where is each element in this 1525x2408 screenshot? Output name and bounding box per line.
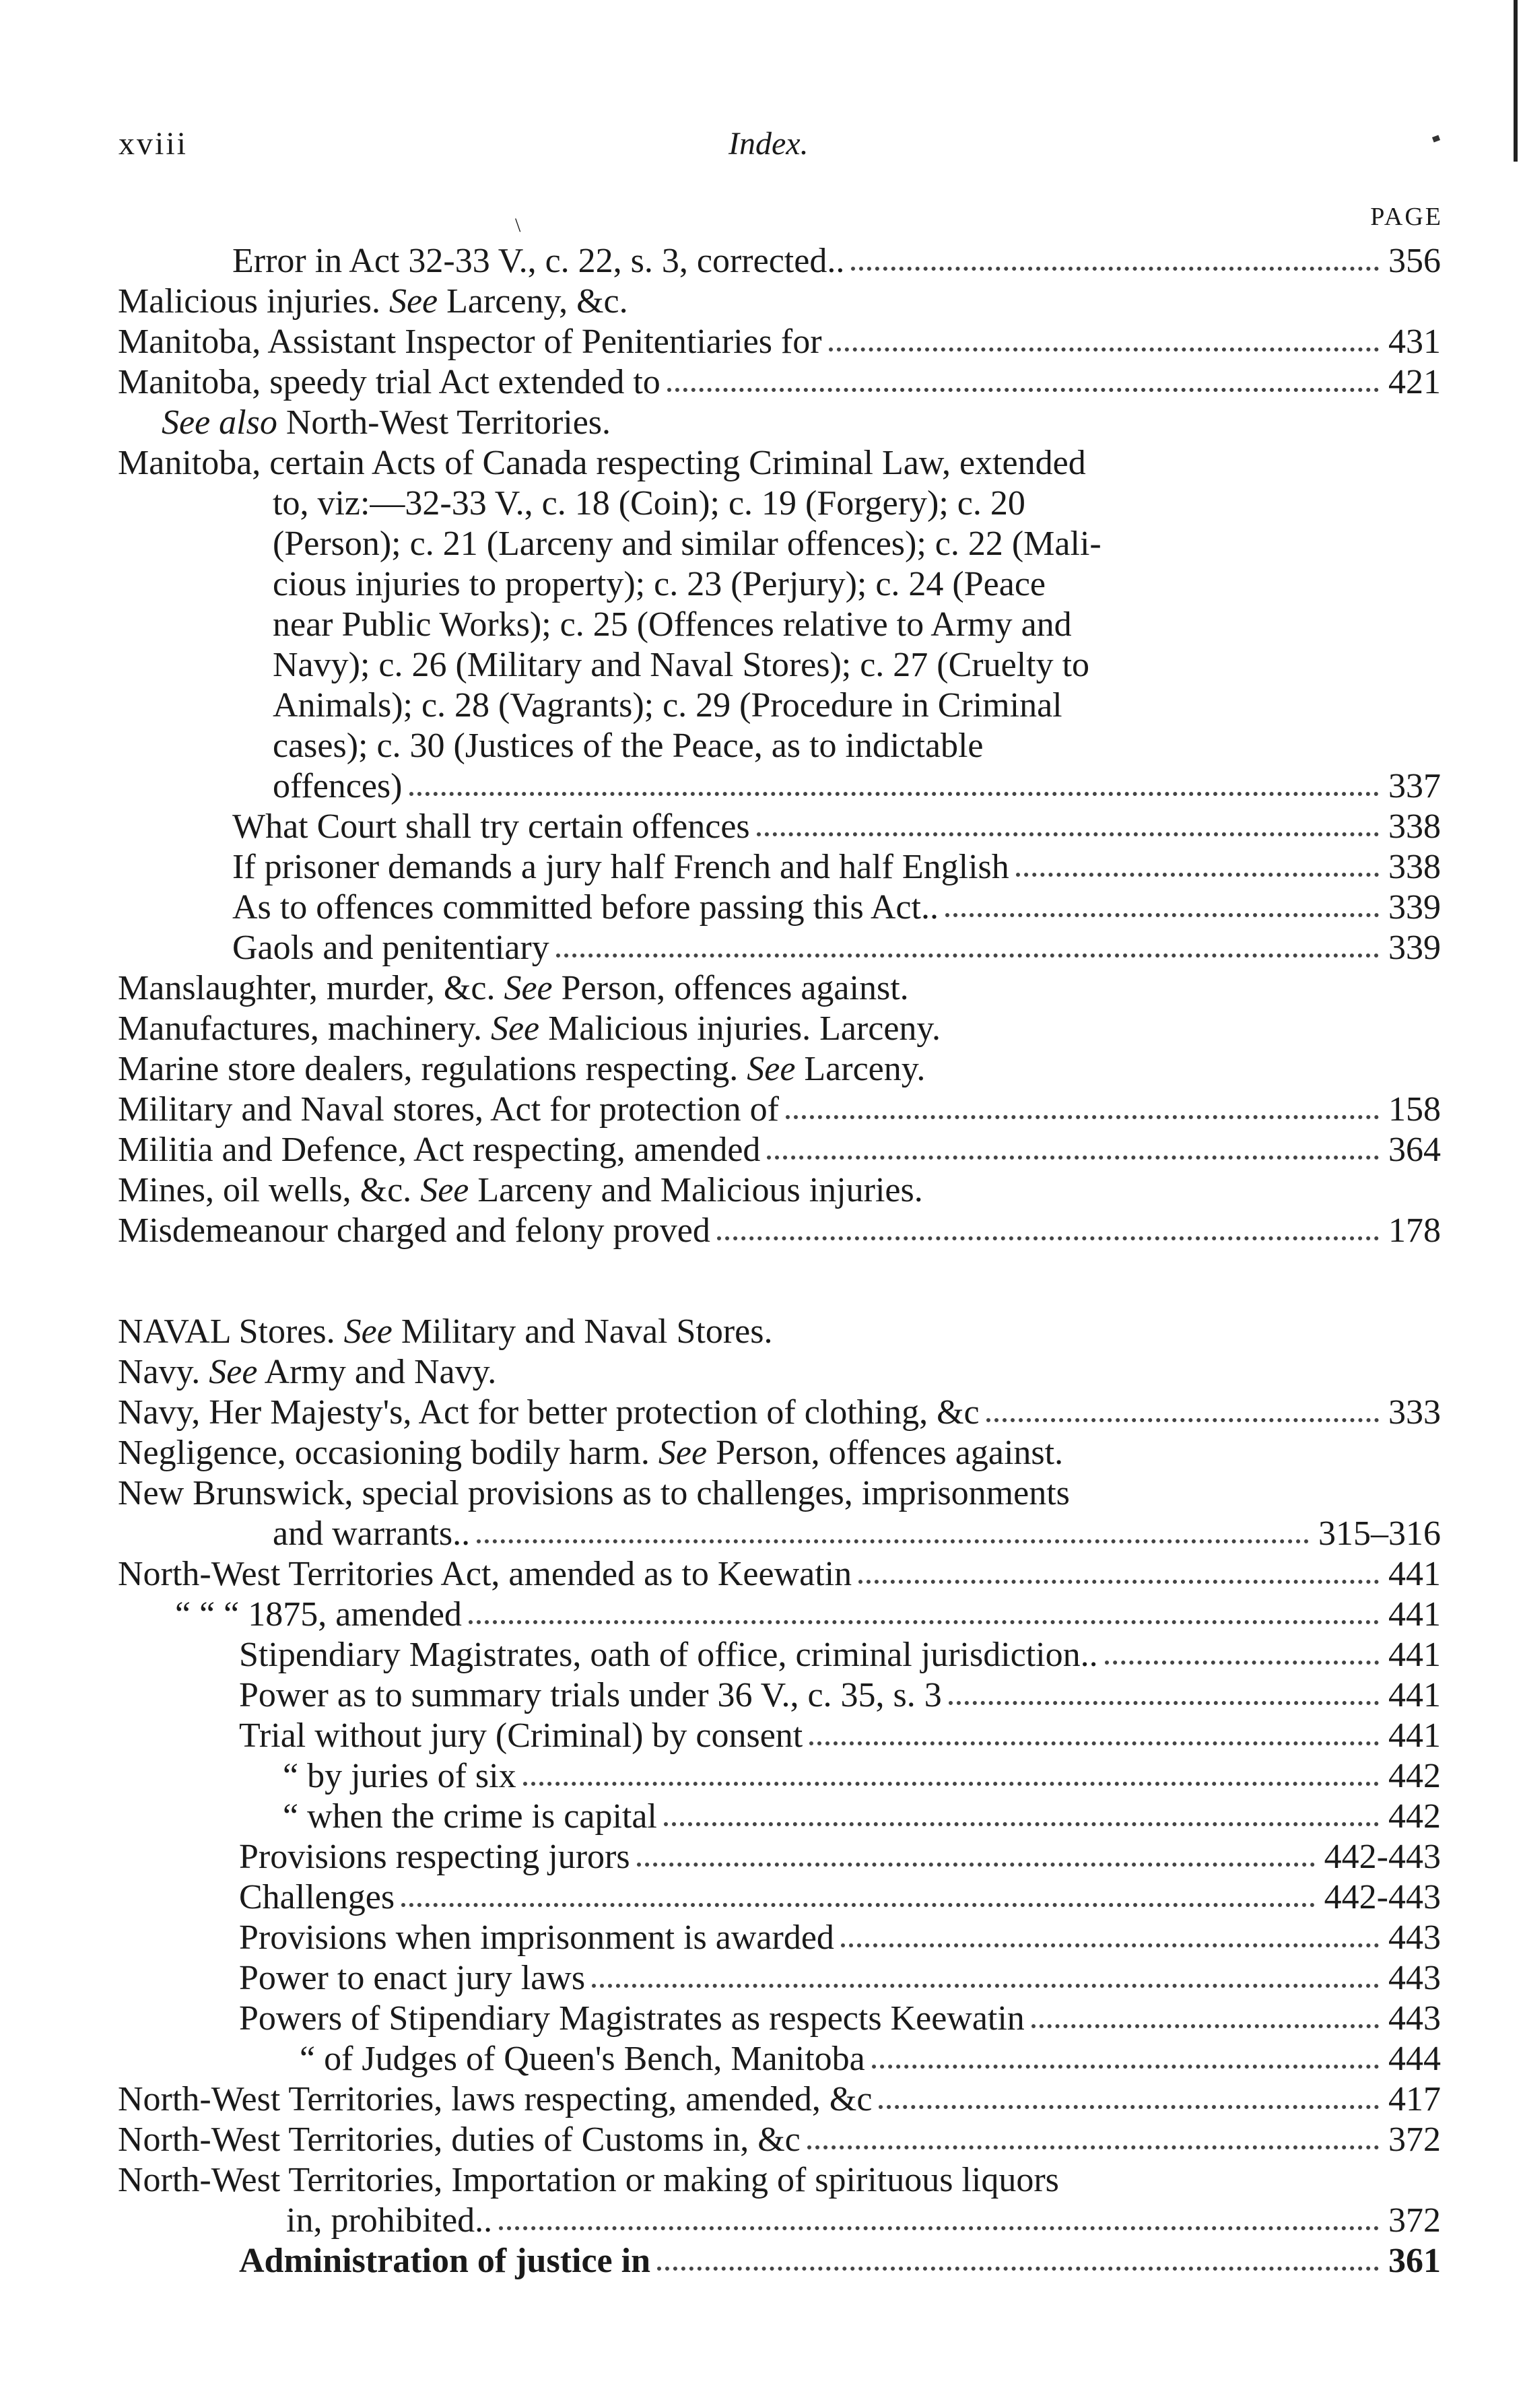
index-entry bbox=[0, 1211, 1525, 1251]
entry-heading: “ when the crime is capital bbox=[283, 1797, 657, 1836]
page-number: 315–316 bbox=[1318, 1514, 1441, 1553]
dot-leader bbox=[401, 1903, 1315, 1907]
page-number: 441 bbox=[1388, 1676, 1441, 1714]
entry-text bbox=[273, 645, 1089, 685]
entry-heading: Trial without jury (Criminal) by consent bbox=[239, 1716, 803, 1755]
dot-leader bbox=[1105, 1661, 1379, 1665]
index-entry bbox=[0, 1090, 1525, 1130]
reference-target: Larceny. bbox=[795, 1050, 926, 1088]
page-number: 337 bbox=[1388, 767, 1441, 805]
dot-leader bbox=[949, 1701, 1379, 1705]
page-number: 443 bbox=[1388, 1999, 1441, 2038]
entry-text bbox=[239, 1716, 803, 1756]
see-reference: See also bbox=[162, 403, 277, 442]
entry-text bbox=[118, 1473, 1070, 1514]
entry-text bbox=[118, 281, 628, 322]
dot-leader bbox=[767, 1156, 1379, 1160]
index-entry bbox=[0, 1958, 1525, 1999]
page-number: 441 bbox=[1388, 1595, 1441, 1634]
entry-heading: North-West Territories Act, amended as to Keewatin bbox=[118, 1555, 852, 1593]
entry-text bbox=[239, 1877, 395, 1918]
entry-heading: Challenges bbox=[239, 1878, 395, 1916]
dot-leader bbox=[477, 1539, 1309, 1543]
entry-text bbox=[118, 1352, 496, 1393]
reference-target: Malicious injuries. Larceny. bbox=[539, 1009, 941, 1048]
entry-heading: Navy); c. 26 (Military and Naval Stores); c. 27 (Cruelty to bbox=[273, 646, 1090, 684]
entry-text bbox=[239, 2241, 650, 2281]
entry-heading: offences) bbox=[273, 767, 403, 805]
page-number: 417 bbox=[1388, 2080, 1441, 2118]
index-entry bbox=[0, 1877, 1525, 1918]
entry-text bbox=[118, 1170, 923, 1211]
entry-text bbox=[239, 1999, 1025, 2039]
index-entry bbox=[0, 362, 1525, 403]
index-entry bbox=[0, 1797, 1525, 1837]
page-edge-rule bbox=[1514, 0, 1518, 162]
entry-heading: As to offences committed before passing this Act.. bbox=[232, 888, 939, 927]
page-number: 443 bbox=[1388, 1918, 1441, 1957]
entry-heading: Mines, oil wells, &c. bbox=[118, 1171, 412, 1209]
entry-text bbox=[232, 928, 549, 968]
index-entry bbox=[0, 1049, 1525, 1090]
stray-mark: \ bbox=[515, 214, 521, 236]
entry-heading: “ “ “ 1875, amended bbox=[175, 1595, 462, 1634]
entry-heading: Provisions respecting jurors bbox=[239, 1838, 630, 1876]
reference-target: Person, offences against. bbox=[552, 969, 909, 1007]
entry-text bbox=[118, 1393, 980, 1433]
entry-text bbox=[239, 1958, 585, 1999]
see-reference: See bbox=[490, 1009, 540, 1048]
entry-heading: Stipendiary Magistrates, oath of office, criminal jurisdiction.. bbox=[239, 1636, 1098, 1674]
reference-target: Larceny and Malicious injuries. bbox=[469, 1171, 923, 1209]
index-entry bbox=[0, 1675, 1525, 1716]
entry-heading: Manitoba, certain Acts of Canada respecting Criminal Law, extended bbox=[118, 444, 1086, 482]
dot-leader bbox=[667, 388, 1379, 392]
index-entry bbox=[0, 1635, 1525, 1675]
entry-text bbox=[118, 968, 909, 1009]
dot-leader bbox=[717, 1236, 1379, 1240]
entry-heading: Manufactures, machinery. bbox=[118, 1009, 482, 1048]
page-number: 442 bbox=[1388, 1797, 1441, 1836]
reference-target: Larceny, &c. bbox=[438, 282, 628, 321]
index-entry bbox=[0, 1999, 1525, 2039]
entry-heading: Malicious injuries. bbox=[118, 282, 380, 321]
index-entry bbox=[0, 2160, 1525, 2201]
entry-text bbox=[239, 1635, 1098, 1675]
entry-heading: Navy. bbox=[118, 1353, 201, 1391]
index-entry bbox=[0, 241, 1525, 281]
page-number: 356 bbox=[1388, 242, 1441, 280]
entry-text bbox=[118, 1211, 710, 1251]
index-entry bbox=[0, 847, 1525, 888]
entry-heading: (Person); c. 21 (Larceny and similar offences); c. 22 (Mali- bbox=[273, 525, 1102, 563]
see-reference: See bbox=[420, 1171, 469, 1209]
index-entry bbox=[0, 1170, 1525, 1211]
entry-heading: North-West Territories, laws respecting, amended, &c bbox=[118, 2080, 873, 2118]
index-entry bbox=[0, 968, 1525, 1009]
index-entry bbox=[0, 1352, 1525, 1393]
page-number: 441 bbox=[1388, 1636, 1441, 1674]
index-entry bbox=[0, 483, 1525, 524]
entry-heading: Negligence, occasioning bodily harm. bbox=[118, 1434, 650, 1472]
entry-text bbox=[118, 1049, 925, 1090]
page-number: 361 bbox=[1388, 2242, 1441, 2280]
page-number: 421 bbox=[1388, 363, 1441, 401]
index-entry bbox=[0, 928, 1525, 968]
entry-text bbox=[118, 2120, 801, 2160]
entry-text bbox=[273, 726, 984, 766]
index-entry bbox=[0, 2241, 1525, 2281]
page-column-heading: PAGE bbox=[1370, 203, 1443, 231]
index-entry bbox=[0, 1595, 1525, 1635]
index-entry bbox=[0, 1756, 1525, 1797]
entry-heading: Powers of Stipendiary Magistrates as respects Keewatin bbox=[239, 1999, 1025, 2038]
entry-heading: Misdemeanour charged and felony proved bbox=[118, 1211, 710, 1250]
dot-leader bbox=[986, 1418, 1379, 1422]
index-entry bbox=[0, 1716, 1525, 1756]
dot-leader bbox=[592, 1984, 1379, 1988]
entry-heading: New Brunswick, special provisions as to challenges, imprisonments bbox=[118, 1474, 1070, 1512]
dot-leader bbox=[556, 954, 1379, 958]
entry-heading: Power as to summary trials under 36 V., c. 35, s. 3 bbox=[239, 1676, 942, 1714]
entry-heading: North-West Territories, duties of Customs in, &c bbox=[118, 2120, 801, 2159]
entry-heading: Military and Naval stores, Act for protection of bbox=[118, 1090, 779, 1129]
index-entry bbox=[0, 685, 1525, 726]
entry-heading: Error in Act 32-33 V., c. 22, s. 3, corrected.. bbox=[232, 242, 845, 280]
index-entry bbox=[0, 888, 1525, 928]
ink-speck bbox=[1432, 135, 1440, 143]
entry-heading: and warrants.. bbox=[273, 1514, 471, 1553]
dot-leader bbox=[809, 1741, 1379, 1745]
entry-text bbox=[175, 1595, 462, 1635]
entry-text bbox=[239, 1918, 834, 1958]
dot-leader bbox=[409, 792, 1380, 796]
dot-leader bbox=[879, 2105, 1379, 2109]
entry-text bbox=[232, 241, 844, 281]
index-entry bbox=[0, 322, 1525, 362]
entry-heading: Animals); c. 28 (Vagrants); c. 29 (Procedure in Criminal bbox=[273, 686, 1062, 725]
entry-text bbox=[118, 1009, 941, 1049]
index-entry bbox=[0, 605, 1525, 645]
entry-text bbox=[273, 564, 1046, 605]
page-number: 339 bbox=[1388, 888, 1441, 927]
dot-leader bbox=[807, 2145, 1379, 2149]
dot-leader bbox=[945, 913, 1379, 917]
entry-heading: cases); c. 30 (Justices of the Peace, as to indictable bbox=[273, 727, 984, 765]
entry-text bbox=[273, 483, 1025, 524]
entry-text bbox=[162, 403, 611, 443]
page-number: 338 bbox=[1388, 848, 1441, 886]
page-number: 339 bbox=[1388, 929, 1441, 967]
see-reference: See bbox=[388, 282, 438, 321]
running-head: Index. bbox=[728, 126, 809, 162]
page-number: 178 bbox=[1388, 1211, 1441, 1250]
index-entry bbox=[0, 2120, 1525, 2160]
index-entry bbox=[0, 726, 1525, 766]
entry-text bbox=[118, 443, 1086, 483]
see-reference: See bbox=[747, 1050, 796, 1088]
entry-heading: “ by juries of six bbox=[283, 1757, 516, 1795]
dot-leader bbox=[872, 2065, 1379, 2069]
see-reference: See bbox=[343, 1312, 393, 1351]
entry-heading: Provisions when imprisonment is awarded bbox=[239, 1918, 834, 1957]
index-entry bbox=[0, 1433, 1525, 1473]
entry-text bbox=[239, 1675, 942, 1716]
entry-text bbox=[118, 322, 822, 362]
reference-target: Army and Navy. bbox=[257, 1353, 497, 1391]
index-entry bbox=[0, 443, 1525, 483]
index-entry bbox=[0, 766, 1525, 807]
entry-heading: “ of Judges of Queen's Bench, Manitoba bbox=[300, 2040, 865, 2078]
entry-text bbox=[232, 888, 939, 928]
index-entry bbox=[0, 1130, 1525, 1170]
index-entry bbox=[0, 564, 1525, 605]
dot-leader bbox=[637, 1863, 1315, 1867]
page-number: 442-443 bbox=[1324, 1878, 1441, 1916]
index-entry bbox=[0, 403, 1525, 443]
page-number: 443 bbox=[1388, 1959, 1441, 1997]
entry-text bbox=[232, 847, 1009, 888]
dot-leader bbox=[523, 1782, 1379, 1786]
page-number: 442 bbox=[1388, 1757, 1441, 1795]
index-entry bbox=[0, 807, 1525, 847]
entry-heading: Gaols and penitentiary bbox=[232, 929, 549, 967]
index-entry bbox=[0, 1837, 1525, 1877]
dot-leader bbox=[858, 1580, 1379, 1584]
entry-text bbox=[273, 766, 403, 807]
dot-leader bbox=[851, 267, 1379, 271]
entry-heading: If prisoner demands a jury half French and half English bbox=[232, 848, 1009, 886]
entry-heading: North-West Territories, Importation or making of spirituous liquors bbox=[118, 2161, 1059, 2199]
folio-number: xviii bbox=[118, 126, 189, 162]
entry-heading: Navy, Her Majesty's, Act for better protection of clothing, &c bbox=[118, 1393, 980, 1432]
index-entry bbox=[0, 524, 1525, 564]
page-number: 442-443 bbox=[1324, 1838, 1441, 1876]
index-entry bbox=[0, 1312, 1525, 1352]
entry-heading: near Public Works); c. 25 (Offences relative to Army and bbox=[273, 605, 1072, 644]
index-entry bbox=[0, 1514, 1525, 1554]
index-entry bbox=[0, 1473, 1525, 1514]
page-number: 444 bbox=[1388, 2040, 1441, 2078]
dot-leader bbox=[829, 347, 1379, 352]
entry-text bbox=[273, 685, 1062, 726]
entry-text bbox=[118, 1554, 852, 1595]
reference-target: North-West Territories. bbox=[277, 403, 611, 442]
entry-heading: Administration of justice in bbox=[239, 2242, 650, 2280]
index-entry bbox=[0, 645, 1525, 685]
page-number: 372 bbox=[1388, 2120, 1441, 2159]
dot-leader bbox=[664, 1822, 1379, 1826]
entry-heading: NAVAL Stores. bbox=[118, 1312, 335, 1351]
entry-heading: cious injuries to property); c. 23 (Perjury); c. 24 (Peace bbox=[273, 565, 1046, 603]
reference-target: Military and Naval Stores. bbox=[392, 1312, 773, 1351]
entry-text bbox=[273, 524, 1102, 564]
entry-text bbox=[283, 1756, 516, 1797]
reference-target: Person, offences against. bbox=[707, 1434, 1064, 1472]
entry-text bbox=[283, 1797, 657, 1837]
entry-text bbox=[118, 1312, 772, 1352]
entry-text bbox=[232, 807, 750, 847]
entry-heading: in, prohibited.. bbox=[286, 2201, 493, 2240]
dot-leader bbox=[657, 2267, 1379, 2271]
entry-text bbox=[118, 2079, 872, 2120]
entry-heading: Manitoba, speedy trial Act extended to bbox=[118, 363, 660, 401]
entry-text bbox=[273, 605, 1072, 645]
entry-text bbox=[286, 2201, 492, 2241]
entry-heading: Militia and Defence, Act respecting, amended bbox=[118, 1131, 761, 1169]
entry-heading: to, viz:—32-33 V., c. 18 (Coin); c. 19 (Forgery); c. 20 bbox=[273, 484, 1025, 523]
index-entry bbox=[0, 2039, 1525, 2079]
index-entry bbox=[0, 1554, 1525, 1595]
index-entry bbox=[0, 2201, 1525, 2241]
entry-heading: Manitoba, Assistant Inspector of Penitentiaries for bbox=[118, 323, 822, 361]
index-entry bbox=[0, 1009, 1525, 1049]
entry-text bbox=[118, 362, 660, 403]
entry-text bbox=[300, 2039, 865, 2079]
entry-heading: Power to enact jury laws bbox=[239, 1959, 586, 1997]
page-number: 372 bbox=[1388, 2201, 1441, 2240]
entry-heading: Manslaughter, murder, &c. bbox=[118, 969, 496, 1007]
see-reference: See bbox=[504, 969, 553, 1007]
page-number: 441 bbox=[1388, 1555, 1441, 1593]
page-number: 441 bbox=[1388, 1716, 1441, 1755]
dot-leader bbox=[757, 832, 1379, 836]
dot-leader bbox=[469, 1620, 1379, 1624]
entry-text bbox=[273, 1514, 470, 1554]
page-number: 431 bbox=[1388, 323, 1441, 361]
see-reference: See bbox=[658, 1434, 708, 1472]
dot-leader bbox=[786, 1115, 1379, 1119]
entry-heading: What Court shall try certain offences bbox=[232, 807, 750, 846]
index-entry bbox=[0, 2079, 1525, 2120]
entry-heading: Marine store dealers, regulations respecting. bbox=[118, 1050, 739, 1088]
page-number: 338 bbox=[1388, 807, 1441, 846]
entry-text bbox=[118, 1090, 779, 1130]
see-reference: See bbox=[209, 1353, 258, 1391]
entry-text bbox=[239, 1837, 630, 1877]
dot-leader bbox=[1031, 2024, 1379, 2028]
page-number: 158 bbox=[1388, 1090, 1441, 1129]
dot-leader bbox=[499, 2226, 1379, 2230]
entry-text bbox=[118, 1130, 760, 1170]
page-number: 333 bbox=[1388, 1393, 1441, 1432]
index-entry bbox=[0, 281, 1525, 322]
entry-text bbox=[118, 2160, 1059, 2201]
index-entry bbox=[0, 1918, 1525, 1958]
entry-text bbox=[118, 1433, 1063, 1473]
index-entry bbox=[0, 1393, 1525, 1433]
page-number: 364 bbox=[1388, 1131, 1441, 1169]
dot-leader bbox=[841, 1943, 1379, 1947]
dot-leader bbox=[1016, 873, 1379, 877]
